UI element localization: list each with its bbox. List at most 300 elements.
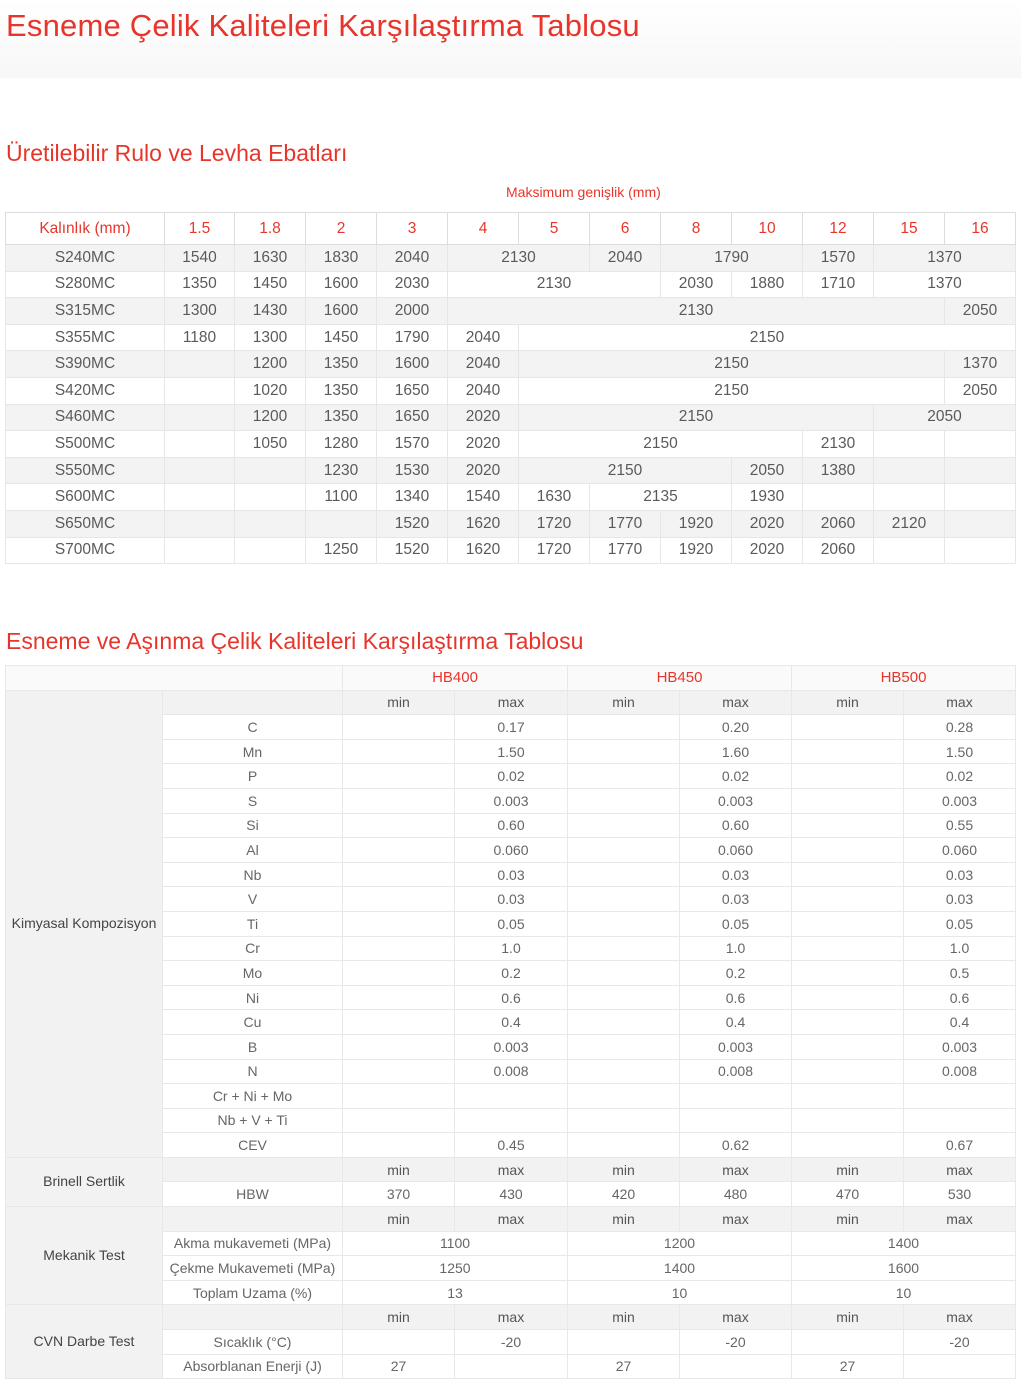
hbw-label: HBW bbox=[163, 1182, 343, 1207]
min-header: min bbox=[343, 1157, 455, 1182]
min-value bbox=[343, 1108, 455, 1133]
min-header: min bbox=[568, 1157, 680, 1182]
thickness-col: 6 bbox=[590, 213, 661, 245]
temp-value: -20 bbox=[680, 1330, 792, 1355]
table-row bbox=[6, 510, 1016, 537]
dimensions-table bbox=[5, 212, 1016, 564]
grade-cell: S650MC bbox=[6, 510, 165, 537]
width-cell bbox=[803, 484, 874, 511]
width-cell bbox=[165, 377, 235, 404]
width-cell bbox=[165, 351, 235, 378]
max-header: max bbox=[680, 1157, 792, 1182]
min-header: min bbox=[792, 1207, 904, 1232]
max-value: 0.060 bbox=[904, 838, 1016, 863]
width-cell bbox=[874, 431, 945, 458]
width-cell: 2000 bbox=[377, 298, 448, 325]
min-header: min bbox=[568, 690, 680, 715]
max-value: 0.003 bbox=[680, 788, 792, 813]
thickness-col: 16 bbox=[945, 213, 1016, 245]
max-value: 1.50 bbox=[904, 739, 1016, 764]
temp-value: -20 bbox=[904, 1330, 1016, 1355]
width-cell bbox=[306, 510, 377, 537]
width-cell: 1630 bbox=[519, 484, 590, 511]
width-cell: 1790 bbox=[377, 324, 448, 351]
thickness-col: 1.8 bbox=[235, 213, 306, 245]
width-cell: 1920 bbox=[661, 510, 732, 537]
max-header: max bbox=[455, 1157, 568, 1182]
element-label: P bbox=[163, 764, 343, 789]
element-label: Mn bbox=[163, 739, 343, 764]
max-value: 0.2 bbox=[680, 961, 792, 986]
max-value: 0.03 bbox=[680, 862, 792, 887]
max-value: 0.03 bbox=[904, 862, 1016, 887]
max-value: 0.03 bbox=[455, 887, 568, 912]
width-cell: 2020 bbox=[448, 404, 519, 431]
min-max-header-row bbox=[6, 1207, 1016, 1232]
max-value: 0.03 bbox=[680, 887, 792, 912]
width-cell bbox=[945, 537, 1016, 564]
max-value: 0.60 bbox=[455, 813, 568, 838]
max-value bbox=[455, 1084, 568, 1109]
width-cell: 1770 bbox=[590, 537, 661, 564]
min-value bbox=[792, 1084, 904, 1109]
min-value bbox=[792, 1010, 904, 1035]
min-value bbox=[568, 1010, 680, 1035]
table-row bbox=[6, 245, 1016, 272]
width-cell: 2050 bbox=[732, 457, 803, 484]
width-cell: 2120 bbox=[874, 510, 945, 537]
group-label: Brinell Sertlik bbox=[6, 1157, 163, 1206]
min-value bbox=[343, 1010, 455, 1035]
min-value bbox=[343, 838, 455, 863]
width-cell: 2130 bbox=[448, 298, 945, 325]
min-value bbox=[343, 862, 455, 887]
min-value bbox=[568, 1059, 680, 1084]
max-value bbox=[455, 1108, 568, 1133]
min-value bbox=[792, 1330, 904, 1355]
width-cell: 1880 bbox=[732, 271, 803, 298]
max-value bbox=[680, 1108, 792, 1133]
element-label: Ti bbox=[163, 911, 343, 936]
min-value bbox=[568, 961, 680, 986]
max-value: 0.55 bbox=[904, 813, 1016, 838]
min-value bbox=[343, 1084, 455, 1109]
width-cell: 1520 bbox=[377, 537, 448, 564]
width-cell: 1620 bbox=[448, 537, 519, 564]
element-label: C bbox=[163, 715, 343, 740]
max-value: 1.50 bbox=[455, 739, 568, 764]
width-cell: 2040 bbox=[448, 351, 519, 378]
grade-cell: S280MC bbox=[6, 271, 165, 298]
mech-label: Çekme Mukavemeti (MPa) bbox=[163, 1256, 343, 1281]
max-header: max bbox=[904, 1305, 1016, 1330]
table-row bbox=[6, 404, 1016, 431]
min-value bbox=[343, 1034, 455, 1059]
max-value bbox=[680, 1354, 792, 1379]
max-header: max bbox=[680, 1207, 792, 1232]
min-value bbox=[343, 764, 455, 789]
max-value: 0.003 bbox=[904, 1034, 1016, 1059]
width-cell: 1600 bbox=[306, 298, 377, 325]
abrasion-table bbox=[5, 665, 1016, 1379]
max-value bbox=[680, 1084, 792, 1109]
table-row bbox=[6, 484, 1016, 511]
grade-header-row bbox=[6, 666, 1016, 691]
min-value bbox=[792, 887, 904, 912]
width-cell: 2150 bbox=[519, 351, 945, 378]
width-cell: 2135 bbox=[590, 484, 732, 511]
max-value: 0.4 bbox=[904, 1010, 1016, 1035]
min-value bbox=[568, 985, 680, 1010]
mech-value: 1200 bbox=[568, 1231, 792, 1256]
max-value: 1.60 bbox=[680, 739, 792, 764]
max-value bbox=[904, 1354, 1016, 1379]
min-value bbox=[568, 936, 680, 961]
min-value bbox=[568, 1084, 680, 1109]
width-cell bbox=[165, 484, 235, 511]
thickness-col: 2 bbox=[306, 213, 377, 245]
mech-label: Toplam Uzama (%) bbox=[163, 1280, 343, 1305]
thickness-col: 8 bbox=[661, 213, 732, 245]
max-value: 0.003 bbox=[455, 788, 568, 813]
min-value bbox=[568, 862, 680, 887]
mech-value: 1250 bbox=[343, 1256, 568, 1281]
min-value bbox=[568, 1133, 680, 1158]
width-cell: 1830 bbox=[306, 245, 377, 272]
min-value bbox=[568, 715, 680, 740]
max-width-label: Maksimum genişlik (mm) bbox=[506, 184, 661, 200]
min-max-header-row bbox=[6, 1305, 1016, 1330]
max-value: 0.67 bbox=[904, 1133, 1016, 1158]
max-header: max bbox=[904, 1157, 1016, 1182]
width-cell: 1300 bbox=[235, 324, 306, 351]
width-cell bbox=[235, 510, 306, 537]
max-value: 0.5 bbox=[904, 961, 1016, 986]
mech-label: Akma mukavemeti (MPa) bbox=[163, 1231, 343, 1256]
width-cell: 2150 bbox=[519, 457, 732, 484]
min-value bbox=[568, 1330, 680, 1355]
width-cell: 2040 bbox=[590, 245, 661, 272]
width-cell bbox=[165, 457, 235, 484]
max-value: 0.6 bbox=[904, 985, 1016, 1010]
min-value bbox=[792, 1133, 904, 1158]
width-cell: 1930 bbox=[732, 484, 803, 511]
min-value bbox=[343, 739, 455, 764]
element-label: Mo bbox=[163, 961, 343, 986]
width-cell: 2130 bbox=[803, 431, 874, 458]
min-value bbox=[343, 715, 455, 740]
min-value bbox=[792, 985, 904, 1010]
hardness-value: 420 bbox=[568, 1182, 680, 1207]
min-value bbox=[792, 813, 904, 838]
width-cell bbox=[165, 404, 235, 431]
width-cell: 2020 bbox=[732, 510, 803, 537]
width-cell: 2050 bbox=[874, 404, 1016, 431]
width-cell: 1620 bbox=[448, 510, 519, 537]
element-label: Cr bbox=[163, 936, 343, 961]
width-cell: 2060 bbox=[803, 537, 874, 564]
width-cell: 1540 bbox=[165, 245, 235, 272]
width-cell: 1370 bbox=[945, 351, 1016, 378]
min-header: min bbox=[792, 1305, 904, 1330]
group-label: CVN Darbe Test bbox=[6, 1305, 163, 1379]
max-value: 1.0 bbox=[455, 936, 568, 961]
min-value bbox=[568, 739, 680, 764]
width-cell: 1380 bbox=[803, 457, 874, 484]
min-max-header-row bbox=[6, 690, 1016, 715]
max-value: 0.008 bbox=[680, 1059, 792, 1084]
width-cell: 1100 bbox=[306, 484, 377, 511]
hardness-value: 480 bbox=[680, 1182, 792, 1207]
width-cell: 1050 bbox=[235, 431, 306, 458]
dimensions-heading: Üretilebilir Rulo ve Levha Ebatları bbox=[6, 140, 348, 166]
width-cell bbox=[874, 484, 945, 511]
width-cell: 2150 bbox=[519, 431, 803, 458]
min-value bbox=[343, 813, 455, 838]
width-cell: 1720 bbox=[519, 537, 590, 564]
width-cell bbox=[235, 457, 306, 484]
width-cell bbox=[874, 537, 945, 564]
max-value: 0.2 bbox=[455, 961, 568, 986]
max-value: 1.0 bbox=[680, 936, 792, 961]
width-cell: 1790 bbox=[661, 245, 803, 272]
max-value: 0.003 bbox=[455, 1034, 568, 1059]
width-cell bbox=[235, 484, 306, 511]
group-label: Kimyasal Kompozisyon bbox=[6, 690, 163, 1157]
min-value bbox=[568, 764, 680, 789]
min-value bbox=[343, 788, 455, 813]
table-row bbox=[6, 324, 1016, 351]
abrasion-heading: Esneme ve Aşınma Çelik Kaliteleri Karşılaştırma Tablosu bbox=[6, 628, 584, 654]
min-value bbox=[792, 838, 904, 863]
thickness-col: 1.5 bbox=[165, 213, 235, 245]
grade-cell: S355MC bbox=[6, 324, 165, 351]
min-value bbox=[343, 1133, 455, 1158]
grade-cell: S700MC bbox=[6, 537, 165, 564]
max-value bbox=[455, 1354, 568, 1379]
width-cell: 2020 bbox=[732, 537, 803, 564]
thickness-col: 10 bbox=[732, 213, 803, 245]
width-cell: 1720 bbox=[519, 510, 590, 537]
max-value: 0.20 bbox=[680, 715, 792, 740]
width-cell: 1370 bbox=[874, 271, 1016, 298]
min-header: min bbox=[343, 690, 455, 715]
width-cell: 2130 bbox=[448, 245, 590, 272]
energy-label: Absorblanan Enerji (J) bbox=[163, 1354, 343, 1379]
thickness-col: 12 bbox=[803, 213, 874, 245]
min-value bbox=[568, 838, 680, 863]
width-cell: 1300 bbox=[165, 298, 235, 325]
min-header: min bbox=[792, 1157, 904, 1182]
min-value bbox=[568, 887, 680, 912]
table-row bbox=[6, 298, 1016, 325]
energy-value: 27 bbox=[343, 1354, 455, 1379]
element-label: Cr + Ni + Mo bbox=[163, 1084, 343, 1109]
min-value bbox=[792, 961, 904, 986]
max-value: 0.60 bbox=[680, 813, 792, 838]
width-cell: 1570 bbox=[803, 245, 874, 272]
max-value: 0.060 bbox=[680, 838, 792, 863]
width-cell: 1530 bbox=[377, 457, 448, 484]
width-cell: 1280 bbox=[306, 431, 377, 458]
min-value bbox=[792, 1034, 904, 1059]
max-value: 0.02 bbox=[680, 764, 792, 789]
table-row bbox=[6, 271, 1016, 298]
group-label: Mekanik Test bbox=[6, 1207, 163, 1305]
max-value: 0.4 bbox=[680, 1010, 792, 1035]
width-cell: 1770 bbox=[590, 510, 661, 537]
max-header: max bbox=[455, 1207, 568, 1232]
min-value bbox=[792, 1108, 904, 1133]
table-row bbox=[6, 431, 1016, 458]
max-header: max bbox=[904, 1207, 1016, 1232]
element-label: V bbox=[163, 887, 343, 912]
grade-cell: S315MC bbox=[6, 298, 165, 325]
label-cell-empty bbox=[163, 1207, 343, 1232]
max-header: max bbox=[680, 1305, 792, 1330]
thickness-col: 3 bbox=[377, 213, 448, 245]
grade-cell: S600MC bbox=[6, 484, 165, 511]
min-value bbox=[568, 1034, 680, 1059]
width-cell: 1540 bbox=[448, 484, 519, 511]
min-value bbox=[568, 911, 680, 936]
grade-cell: S550MC bbox=[6, 457, 165, 484]
element-label: Ni bbox=[163, 985, 343, 1010]
max-value: 0.6 bbox=[455, 985, 568, 1010]
grade-cell: S420MC bbox=[6, 377, 165, 404]
max-header: max bbox=[455, 690, 568, 715]
max-value: 0.008 bbox=[904, 1059, 1016, 1084]
table-row bbox=[6, 537, 1016, 564]
width-cell bbox=[945, 431, 1016, 458]
min-value bbox=[343, 961, 455, 986]
temp-value: -20 bbox=[455, 1330, 568, 1355]
min-header: min bbox=[568, 1207, 680, 1232]
max-value: 0.05 bbox=[455, 911, 568, 936]
width-cell bbox=[945, 510, 1016, 537]
width-cell: 2050 bbox=[945, 377, 1016, 404]
width-cell: 2150 bbox=[519, 404, 874, 431]
thickness-col: 5 bbox=[519, 213, 590, 245]
width-cell: 2150 bbox=[519, 377, 945, 404]
max-value: 1.0 bbox=[904, 936, 1016, 961]
width-cell: 1230 bbox=[306, 457, 377, 484]
page-title: Esneme Çelik Kaliteleri Karşılaştırma Tablosu bbox=[6, 8, 640, 43]
max-value: 0.05 bbox=[904, 911, 1016, 936]
table-row bbox=[6, 351, 1016, 378]
width-cell: 1350 bbox=[306, 404, 377, 431]
width-cell: 1180 bbox=[165, 324, 235, 351]
label-cell-empty bbox=[163, 1305, 343, 1330]
hardness-value: 530 bbox=[904, 1182, 1016, 1207]
table-row bbox=[6, 377, 1016, 404]
max-value: 0.6 bbox=[680, 985, 792, 1010]
hardness-value: 370 bbox=[343, 1182, 455, 1207]
min-value bbox=[343, 1059, 455, 1084]
min-value bbox=[792, 739, 904, 764]
width-cell bbox=[945, 457, 1016, 484]
max-header: max bbox=[904, 690, 1016, 715]
max-value: 0.45 bbox=[455, 1133, 568, 1158]
max-value: 0.003 bbox=[904, 788, 1016, 813]
mech-value: 10 bbox=[568, 1280, 792, 1305]
width-cell bbox=[165, 431, 235, 458]
min-value bbox=[568, 788, 680, 813]
min-max-header-row bbox=[6, 1157, 1016, 1182]
width-cell: 2020 bbox=[448, 431, 519, 458]
label-cell-empty bbox=[163, 690, 343, 715]
max-value bbox=[904, 1108, 1016, 1133]
mech-value: 1100 bbox=[343, 1231, 568, 1256]
mech-value: 1400 bbox=[792, 1231, 1016, 1256]
min-value bbox=[343, 1330, 455, 1355]
hardness-value: 470 bbox=[792, 1182, 904, 1207]
min-value bbox=[792, 936, 904, 961]
min-header: min bbox=[568, 1305, 680, 1330]
min-header: min bbox=[343, 1207, 455, 1232]
hardness-value: 430 bbox=[455, 1182, 568, 1207]
min-value bbox=[792, 764, 904, 789]
element-label: CEV bbox=[163, 1133, 343, 1158]
width-cell: 2040 bbox=[377, 245, 448, 272]
width-cell: 2050 bbox=[945, 298, 1016, 325]
grade-header: HB450 bbox=[568, 666, 792, 691]
width-cell: 2130 bbox=[448, 271, 661, 298]
min-value bbox=[343, 887, 455, 912]
energy-value: 27 bbox=[792, 1354, 904, 1379]
max-value: 0.02 bbox=[904, 764, 1016, 789]
grade-header: HB500 bbox=[792, 666, 1016, 691]
grade-cell: S500MC bbox=[6, 431, 165, 458]
min-value bbox=[792, 911, 904, 936]
min-value bbox=[343, 936, 455, 961]
max-value: 0.060 bbox=[455, 838, 568, 863]
width-cell: 1020 bbox=[235, 377, 306, 404]
width-cell: 2150 bbox=[519, 324, 1016, 351]
element-label: Al bbox=[163, 838, 343, 863]
element-label: B bbox=[163, 1034, 343, 1059]
width-cell: 1600 bbox=[306, 271, 377, 298]
width-cell: 2060 bbox=[803, 510, 874, 537]
thickness-col: 4 bbox=[448, 213, 519, 245]
energy-value: 27 bbox=[568, 1354, 680, 1379]
min-value bbox=[792, 788, 904, 813]
width-cell bbox=[165, 510, 235, 537]
width-cell: 1250 bbox=[306, 537, 377, 564]
grade-cell: S460MC bbox=[6, 404, 165, 431]
max-value: 0.003 bbox=[680, 1034, 792, 1059]
min-header: min bbox=[343, 1305, 455, 1330]
max-value: 0.05 bbox=[680, 911, 792, 936]
min-value bbox=[792, 862, 904, 887]
thickness-col: 15 bbox=[874, 213, 945, 245]
max-value: 0.02 bbox=[455, 764, 568, 789]
corner-cell bbox=[6, 666, 343, 691]
element-label: Cu bbox=[163, 1010, 343, 1035]
width-cell: 1370 bbox=[874, 245, 1016, 272]
element-label: N bbox=[163, 1059, 343, 1084]
width-cell: 1350 bbox=[165, 271, 235, 298]
max-value: 0.03 bbox=[455, 862, 568, 887]
max-value: 0.4 bbox=[455, 1010, 568, 1035]
width-cell: 1570 bbox=[377, 431, 448, 458]
width-cell bbox=[874, 457, 945, 484]
mech-value: 13 bbox=[343, 1280, 568, 1305]
width-cell: 1600 bbox=[377, 351, 448, 378]
thickness-header-row bbox=[6, 213, 1016, 245]
min-value bbox=[343, 911, 455, 936]
max-value: 0.62 bbox=[680, 1133, 792, 1158]
